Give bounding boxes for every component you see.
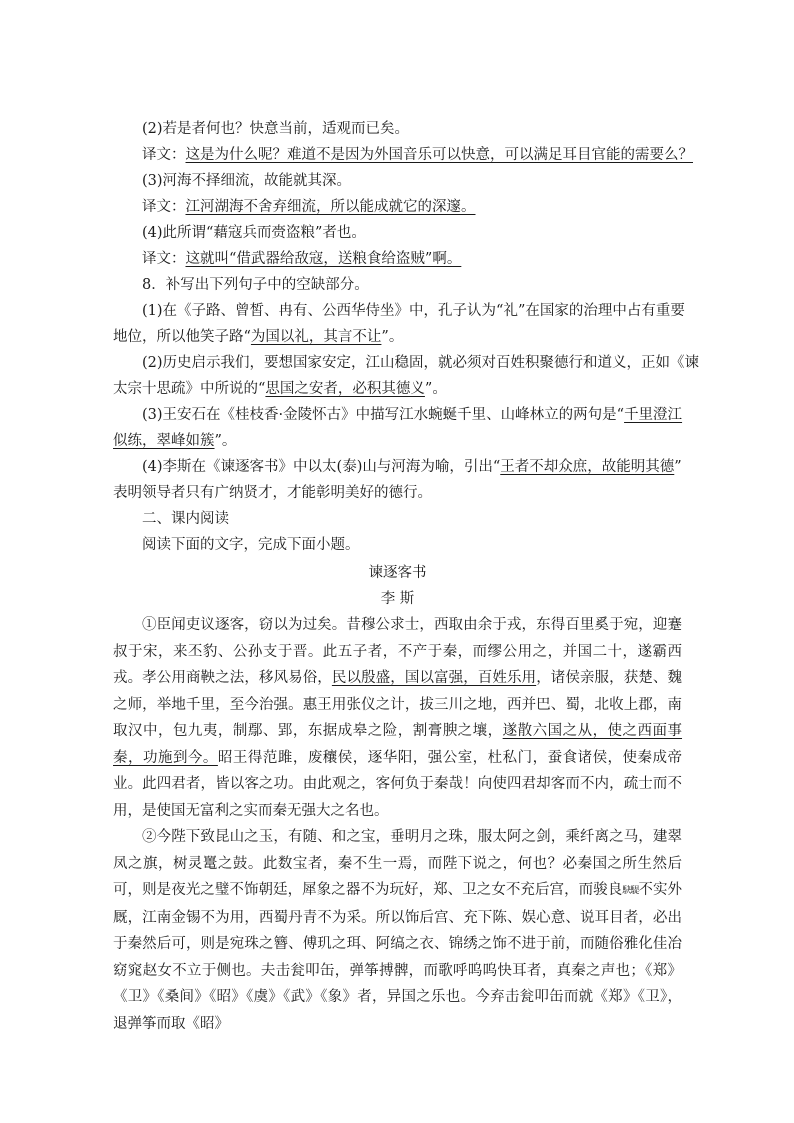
answer-text: 这就叫“借武器给敌寇，送粮食给盗贼”啊。 <box>185 251 462 267</box>
answer-text: 思国之安者，必积其德义 <box>265 381 425 397</box>
q4-item-2: (2)若是者何也？快意当前，适观而已矣。 <box>142 121 410 137</box>
translation-label: 译文： <box>142 251 186 267</box>
text: ” <box>674 459 682 475</box>
essay-title: 谏逐客书 <box>368 565 427 581</box>
q8-title: 8．补写出下列句子中的空缺部分。 <box>142 277 369 293</box>
q8-item-3-line-2 <box>113 428 682 454</box>
essay-paragraph-1 <box>113 612 682 824</box>
answer-text: 这是为什么呢？难道不是因为外国音乐可以快意，可以满足耳目官能的需要么？ <box>185 147 693 163</box>
answer-text: 千里澄江 <box>624 407 683 423</box>
text: ①臣闻吏议逐客，窃以为过矣。昔穆公求士，西取由余于戎，东得百里奚于宛，迎蹇叔于宋，来丕豹、公孙支于晋。此五子者，不产于秦，而缪公用之，并国二十，遂霸西戎。孝公用商鞅之法，移风易俗， <box>113 617 682 686</box>
q8-item-2-line-1: (2)历史启示我们，要想国家安定，江山稳固，就必须对百姓积聚德行和道义，正如《谏 <box>142 355 700 371</box>
q4-item-3: (3)河海不择细流，故能就其深。 <box>142 173 352 189</box>
q4-item-4: (4)此所谓“藉寇兵而赍盗粮”者也。 <box>142 225 366 241</box>
answer-text: 似练，翠峰如簇 <box>113 433 215 449</box>
essay-paragraph-2 <box>113 824 682 1037</box>
text: 昭王得范雎，废穰侯，逐华阳，强公室，杜私门，蚕食诸侯，使秦成帝业。此四君者，皆以客之功。由此观之，客何负于秦哉！向使四君却客而不内，疏士而不用，是使国无富利之实而秦无强大之名也。 <box>113 749 682 819</box>
text: 地位，所以他笑子路“ <box>113 329 251 345</box>
answer-text: 江河湖海不舍弃细流，所以能成就它的深邃。 <box>185 199 476 215</box>
text: ”。 <box>381 329 404 345</box>
answer-text: 王者不却众庶，故能明其德 <box>500 459 675 475</box>
text: ，诸侯亲服，获楚、魏之师，举地千里，至今治强。惠王用张仪之计，拔三川之地，西并巴、蜀，北收上郡，南取汉中，包九夷，制鄢、郢，东据成皋之险，割膏腴之壤， <box>113 670 683 739</box>
underlined-phrase: 民以殷盛，国以富强，百姓乐用 <box>331 670 537 686</box>
text: ”。 <box>214 433 237 449</box>
translation-label: 译文： <box>142 199 186 215</box>
small-glyph-text: 駃騠 <box>622 886 639 896</box>
translation-label: 译文： <box>142 147 186 163</box>
text: (3)王安石在《桂枝香·金陵怀古》中描写江水蜿蜒千里、山峰林立的两句是“ <box>142 407 625 423</box>
q8-item-1-line-1: (1)在《子路、曾皙、冉有、公西华侍坐》中，孔子认为“礼”在国家的治理中占有重要 <box>142 303 685 319</box>
q8-item-3-line-1 <box>113 402 682 428</box>
section-heading: 二、课内阅读 <box>142 511 229 527</box>
q8-item-1-line-2 <box>113 324 682 350</box>
underlined-phrase: 遂散六国之从，使之西面事秦，功施到今。 <box>113 723 683 766</box>
text: ”。 <box>424 381 447 397</box>
essay-author: 李 斯 <box>380 591 415 607</box>
q8-item-2-line-2 <box>113 376 682 402</box>
reading-instruction: 阅读下面的文字，完成下面小题。 <box>142 537 360 553</box>
text: (4)李斯在《谏逐客书》中以太(泰)山与河海为喻，引出“ <box>142 459 501 475</box>
answer-text: 为国以礼，其言不让 <box>250 329 382 345</box>
q4-item-3-translation <box>113 194 682 220</box>
text: 太宗十思疏》中所说的“ <box>113 381 266 397</box>
text: ②今陛下致昆山之玉，有随、和之宝，垂明月之珠，服太阿之剑，乘纤离之马，建翠凤之旗，树灵鼍之鼓。此数宝者，秦不生一焉，而陛下说之，何也？必秦国之所生然后可，则是夜光之璧不饰朝廷，犀象之器不为玩好，郑、卫之女不充后宫，而骏良 <box>113 829 682 898</box>
q4-item-2-translation <box>113 142 693 168</box>
text: 不实外厩，江南金锡不为用，西蜀丹青不为采。所以饰后宫、充下陈、娱心意、说耳目者，必出于秦然后可，则是宛珠之簪、傅玑之珥、阿缟之衣、锦绣之饰不进于前，而随俗雅化佳冶窈窕赵女不立于侧也。夫击瓮叩缶，弹筝搏髀，而歌呼呜呜快耳者，真秦之声也；《郑》《卫》《桑间》《昭》《虞》《武》《象》者，异国之乐也。今弃击瓮叩缶而就《郑》《卫》，退弹筝而取《昭》 <box>113 882 682 1032</box>
q8-item-4-line-2: 表明领导者只有广纳贤才，才能彰明美好的德行。 <box>113 485 432 501</box>
q8-item-4-line-1 <box>113 454 682 480</box>
q4-item-4-translation <box>113 246 682 272</box>
